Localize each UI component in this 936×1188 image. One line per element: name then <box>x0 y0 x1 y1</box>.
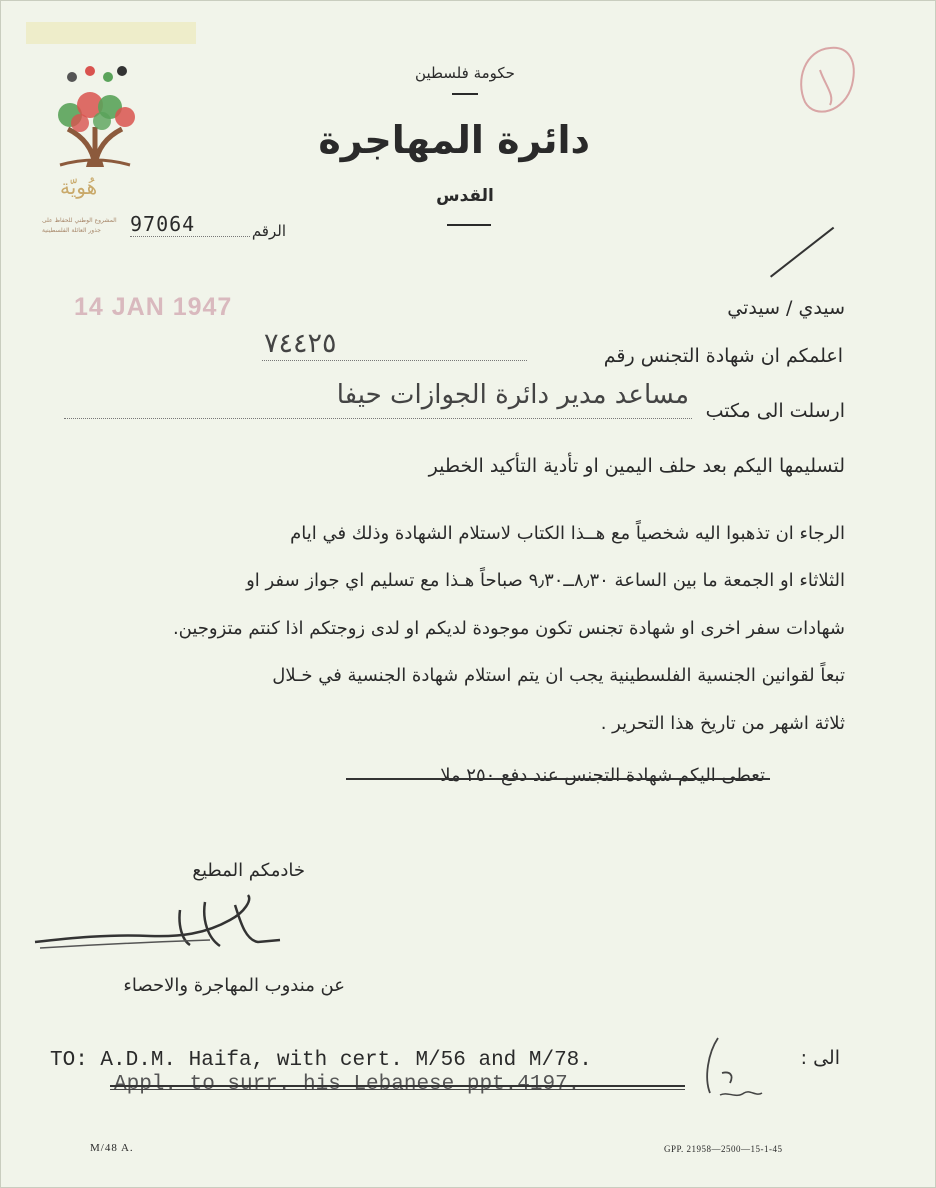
paragraph-line: الرجاء ان تذهبوا اليه شخصياً مع هــذا الكتاب لاستلام الشهادة وذلك في ايام <box>290 523 845 544</box>
body-line: لتسليمها اليكم بعد حلف اليمين او تأدية التأكيد الخطير <box>428 455 845 477</box>
recipient-line: TO: A.D.M. Haifa, with cert. M/56 and M/78. <box>50 1049 592 1072</box>
divider <box>447 224 491 226</box>
department-title: دائرة المهاجرة <box>318 118 590 162</box>
to-label: الى : <box>800 1047 840 1069</box>
recipient-note: Appl. to surr. his Lebanese ppt.4197. <box>114 1073 581 1096</box>
salutation: سيدي / سيدتي <box>727 297 845 319</box>
pencil-mark-icon <box>790 40 860 120</box>
reference-underline <box>130 236 250 237</box>
office-handwritten: مساعد مدير دائرة الجوازات حيفا <box>336 380 689 410</box>
strikethrough <box>110 1085 685 1087</box>
government-heading: حكومة فلسطين <box>415 64 515 82</box>
strikethrough <box>770 227 834 278</box>
initials-icon <box>700 1033 770 1113</box>
fill-line <box>64 418 692 419</box>
logo-name: هُويّة <box>60 175 98 199</box>
strikethrough <box>346 778 770 780</box>
strikethrough <box>110 1089 685 1090</box>
fill-line <box>262 360 527 361</box>
paragraph-line: تبعاً لقوانين الجنسية الفلسطينية يجب ان يتم استلام شهادة الجنسية في خـلال <box>272 665 845 686</box>
paragraph-line: شهادات سفر اخرى او شهادة تجنس تكون موجودة لديكم او لدى زوجتكم اذا كنتم متزوجين. <box>172 618 845 639</box>
struck-out-line: تعطى اليكم شهادة التجنس عند دفع ٢٥٠ ملا <box>440 765 765 786</box>
body-line: اعلمكم ان شهادة التجنس رقم <box>603 345 843 367</box>
form-number: M/48 A. <box>90 1142 134 1154</box>
paragraph-line: ثلاثة اشهر من تاريخ هذا التحرير . <box>600 713 845 734</box>
signature-icon <box>30 890 290 960</box>
signatory-title: عن مندوب المهاجرة والاحصاء <box>123 975 345 996</box>
tree-logo-icon <box>40 55 150 235</box>
body-line: ارسلت الى مكتب <box>705 400 845 422</box>
closing-phrase: خادمكم المطيع <box>192 860 305 881</box>
city-heading: القدس <box>436 186 494 206</box>
printer-code: GPP. 21958—2500—15-1-45 <box>664 1144 783 1154</box>
date-stamp: 14 JAN 1947 <box>74 293 233 321</box>
reference-label: الرقم <box>251 222 286 240</box>
reference-number: 97064 <box>130 212 196 236</box>
divider <box>452 93 478 95</box>
faded-mark <box>26 22 196 44</box>
certificate-number: ٧٤٤٢٥ <box>264 328 337 359</box>
paragraph-line: الثلاثاء او الجمعة ما بين الساعة ٨٫٣٠ــ٩٫٣٠ صباحاً هـذا مع تسليم اي جواز سفر او <box>246 570 845 591</box>
logo-tagline: جذور العائلة الفلسطينية <box>42 227 101 234</box>
logo-tagline: المشروع الوطني للحفاظ على <box>42 217 117 224</box>
